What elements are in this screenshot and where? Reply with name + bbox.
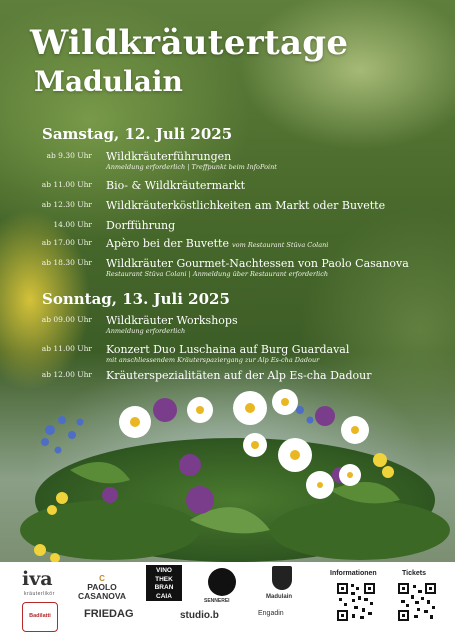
paolo-casanova-mark: C xyxy=(99,574,105,583)
poster-title: Wildkräutertage xyxy=(30,23,349,63)
paolo-casanova-line1: PAOLO xyxy=(87,582,117,592)
event-row xyxy=(0,314,455,334)
event-name: Wildkräuter Workshops xyxy=(106,314,238,327)
event-name: Dorfführung xyxy=(106,219,176,232)
tickets-label: Tickets xyxy=(402,570,426,577)
event-time: ab 11.00 Uhr xyxy=(41,344,92,353)
event-sub: Restaurant Stüva Colani | Anmeldung über Restaurant erforderlich xyxy=(106,270,329,278)
event-name: Wildkräuterführungen xyxy=(106,150,232,163)
event-time: ab 17.00 Uhr xyxy=(41,238,92,247)
friedag-logo: FRIEDAG xyxy=(84,608,134,620)
studio-b-logo: studio.b xyxy=(180,610,219,621)
event-time: 14.00 Uhr xyxy=(53,220,92,229)
event-name: Wildkräuter Gourmet-Nachtessen von Paolo Casanova xyxy=(106,257,409,270)
event-row xyxy=(0,343,455,363)
event-time: ab 12.30 Uhr xyxy=(41,200,92,209)
vinothek-brancaia-logo: VINO THEK BRAN CAIA xyxy=(146,565,182,601)
event-row xyxy=(0,257,455,277)
poster-subtitle: Madulain xyxy=(34,65,183,98)
day-heading-saturday: Samstag, 12. Juli 2025 xyxy=(42,125,233,143)
event-sub: mit anschliessendem Kräuterspaziergang zur Alp Es-cha Dadour xyxy=(106,356,320,364)
tickets-qr-code[interactable] xyxy=(397,582,437,622)
engadin-logo: Engadin xyxy=(258,610,284,617)
leaf-cluster xyxy=(20,500,200,560)
sennerei-logo: SENNEREI xyxy=(204,598,230,604)
iva-logo: iva xyxy=(22,568,53,590)
day-heading-sunday: Sonntag, 13. Juli 2025 xyxy=(42,290,230,308)
sennerei-logo-icon xyxy=(208,568,236,596)
badilatti-logo: Badilatti xyxy=(22,602,58,632)
event-row xyxy=(0,237,455,257)
event-time: ab 09.00 Uhr xyxy=(41,315,92,324)
event-name: Apèro bei der Buvette xyxy=(106,237,229,250)
leaf-cluster xyxy=(270,500,450,560)
event-time: ab 12.00 Uhr xyxy=(41,370,92,379)
event-row xyxy=(0,199,455,219)
event-sub: Anmeldung erforderlich | Treffpunkt beim InfoPoint xyxy=(106,163,277,171)
event-name: Konzert Duo Luschaina auf Burg Guardaval xyxy=(106,343,350,356)
event-row xyxy=(0,150,455,170)
paolo-casanova-logo xyxy=(74,574,130,601)
event-note: vom Restaurant Stüva Colani xyxy=(232,241,329,249)
madulain-crest-icon xyxy=(272,566,292,590)
event-row xyxy=(0,179,455,199)
event-name: Wildkräuterköstlichkeiten am Markt oder Buvette xyxy=(106,199,386,212)
event-name: Kräuterspezialitäten auf der Alp Es-cha Dadour xyxy=(106,369,372,382)
paolo-casanova-line2: CASANOVA xyxy=(77,591,126,601)
event-row xyxy=(0,219,455,239)
event-time: ab 18.30 Uhr xyxy=(41,258,92,267)
sponsor-strip xyxy=(0,562,455,640)
event-sub: Anmeldung erforderlich xyxy=(106,327,186,335)
madulain-logo: Madulain xyxy=(266,594,293,600)
information-label: Informationen xyxy=(330,570,377,577)
event-name: Bio- & Wildkräutermarkt xyxy=(106,179,246,192)
event-time: ab 9.30 Uhr xyxy=(46,151,92,160)
event-time: ab 11.00 Uhr xyxy=(41,180,92,189)
wildflower-bouquet-image xyxy=(0,380,455,565)
iva-logo-subtext: kräuterlikör xyxy=(24,591,55,597)
information-qr-code[interactable] xyxy=(336,582,376,622)
